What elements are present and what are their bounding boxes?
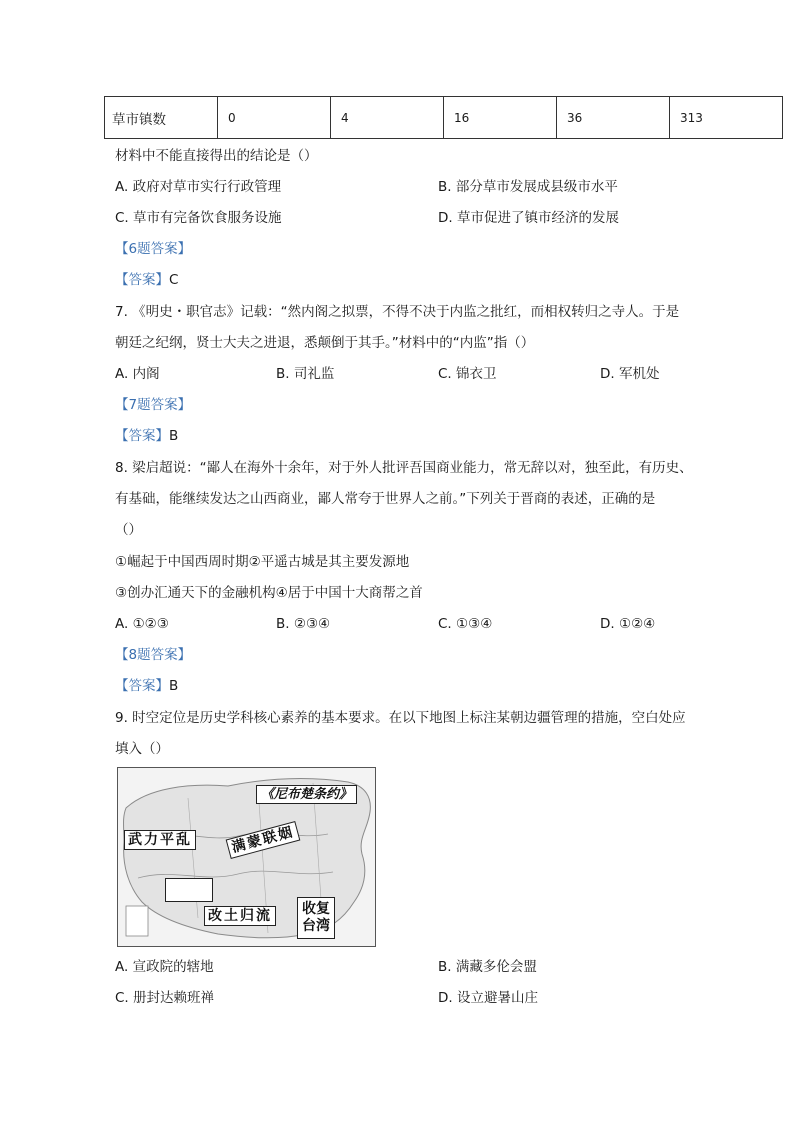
q9-option-b: B. 满藏多伦会盟 — [438, 959, 537, 975]
table-row — [105, 97, 783, 139]
q8-statement-1: ①崛起于中国西周时期②平遥古城是其主要发源地 — [115, 554, 410, 570]
q8-option-a: A. ①②③ — [115, 616, 169, 632]
answer-value: C — [169, 272, 179, 288]
q7-option-d: D. 军机处 — [600, 366, 660, 382]
table-cell: 313 — [670, 97, 783, 139]
map-blank-box — [165, 878, 213, 902]
q7-option-b: B. 司礼监 — [276, 366, 335, 382]
table-cell: 4 — [331, 97, 444, 139]
q8-answer-header: 【8题答案】 — [115, 647, 192, 663]
q7-option-a: A. 内阁 — [115, 366, 160, 382]
q6-stem: 材料中不能直接得出的结论是（） — [115, 148, 318, 164]
table-cell: 0 — [218, 97, 331, 139]
map-label-military: 武力平乱 — [124, 830, 196, 850]
data-table — [104, 96, 783, 139]
q8-option-b: B. ②③④ — [276, 616, 331, 632]
q9-stem-line-2: 填入（） — [115, 741, 169, 757]
q6-answer-header: 【6题答案】 — [115, 241, 192, 257]
q8-stem-line-2: 有基础，能继续发达之山西商业，鄙人常夸于世界人之前。”下列关于晋商的表述，正确的是 — [115, 491, 656, 507]
q7-option-c: C. 锦衣卫 — [438, 366, 497, 382]
q7-stem-line-1: 7. 《明史・职官志》记载：“然内阁之拟票，不得不决于内监之批红，而相权转归之寺人。于是 — [115, 304, 680, 320]
table-cell: 16 — [444, 97, 557, 139]
answer-label: 【答案】 — [115, 428, 169, 444]
q8-stem-line-3: （） — [115, 522, 142, 538]
q8-answer — [115, 677, 178, 695]
q6-option-b: B. 部分草市发展成县级市水平 — [438, 179, 618, 195]
map-label-recover-taiwan — [297, 897, 335, 939]
answer-label: 【答案】 — [115, 272, 169, 288]
q7-stem-line-2: 朝廷之纪纲，贤士大夫之进退，悉颠倒于其手。”材料中的“内监”指（） — [115, 335, 535, 351]
answer-value: B — [169, 678, 179, 694]
q9-option-a: A. 宣政院的辖地 — [115, 959, 214, 975]
q7-answer-header: 【7题答案】 — [115, 397, 192, 413]
q8-option-d: D. ①②④ — [600, 616, 656, 632]
q6-answer — [115, 271, 178, 289]
map-label-nerchinsk-treaty: 《尼布楚条约》 — [256, 785, 357, 804]
q8-option-c: C. ①③④ — [438, 616, 493, 632]
answer-value: B — [169, 428, 179, 444]
q9-option-d: D. 设立避暑山庄 — [438, 990, 538, 1006]
table-cell: 36 — [557, 97, 670, 139]
q9-option-c: C. 册封达赖班禅 — [115, 990, 215, 1006]
table-cell: 草市镇数 — [105, 97, 218, 139]
q8-stem-line-1: 8. 梁启超说：“鄙人在海外十余年，对于外人批评吾国商业能力，常无辞以对，独至此，有历史、 — [115, 460, 693, 476]
answer-label: 【答案】 — [115, 678, 169, 694]
taiwan-line-2: 台湾 — [302, 917, 330, 934]
map-label-manchu-mongol-alliance: 满蒙联姻 — [226, 821, 301, 859]
q6-option-c: C. 草市有完备饮食服务设施 — [115, 210, 282, 226]
map-label-gaitu-guiliu — [204, 906, 276, 926]
q6-option-d: D. 草市促进了镇市经济的发展 — [438, 210, 619, 226]
historical-map — [117, 767, 376, 947]
taiwan-line-1: 收复 — [302, 901, 330, 917]
q6-option-a: A. 政府对草市实行行政管理 — [115, 179, 282, 195]
q8-statement-2: ③创办汇通天下的金融机构④居于中国十大商帮之首 — [115, 585, 423, 601]
q9-stem-line-1: 9. 时空定位是历史学科核心素养的基本要求。在以下地图上标注某朝边疆管理的措施，空白处应 — [115, 710, 686, 726]
gaitu-guiliu-text: 改土归流 — [208, 908, 272, 924]
q7-answer — [115, 427, 178, 445]
